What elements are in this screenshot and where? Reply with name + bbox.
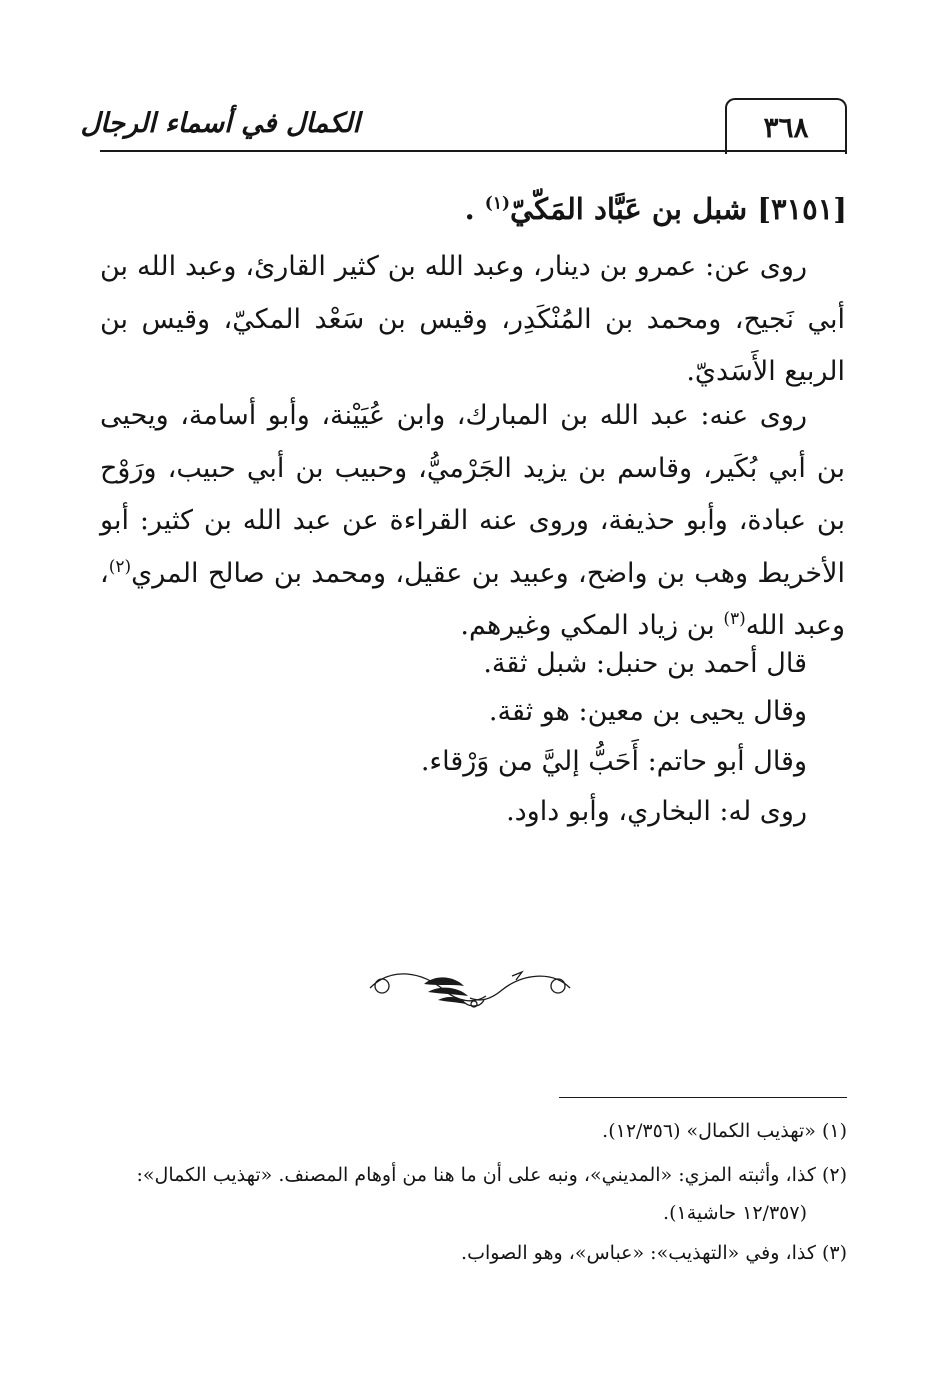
abu-hatim-statement: وقال أبو حاتم: أَحَبُّ إليَّ من وَرْقاء. <box>420 746 807 777</box>
entry-number: [٣١٥١] <box>757 192 847 226</box>
entry-end: . <box>464 192 485 226</box>
footnote-2-text: (٢) كذا، وأثبته المزي: «المديني»، ونبه على أن ما هنا من أوهام المصنف. «تهذيب الكمال»: <box>136 1164 847 1186</box>
narrators-text-2: ، وعبد الله <box>100 557 845 641</box>
footnote-ref-2: (٢) <box>108 556 132 577</box>
footnote-ref-3: (٣) <box>723 609 746 629</box>
footnote-2-continuation: (١٢/٣٥٧ حاشية١). <box>663 1202 807 1224</box>
narrators-paragraph <box>100 390 845 653</box>
footnote-1: (١) «تهذيب الكمال» (١٢/٣٥٦). <box>602 1120 847 1142</box>
footnote-ref-1: (١) <box>484 193 511 214</box>
header-rule <box>100 150 847 152</box>
entry-name: شبل بن عَبَّاد المَكّيّ <box>510 192 758 226</box>
book-title-calligraphy: الكمال في أسماء الرجال <box>80 107 360 139</box>
footnote-rule <box>559 1097 847 1098</box>
narrators-text: روى عنه: عبد الله بن المبارك، وابن عُيَيْنة، وأبو أسامة، ويحيى بن أبي بُكَير، وقاسم بن يزيد الجَرْميُّ، وحبيب بن أبي حبيب، ورَوْح بن عبادة، وأبو حذيفة، وروى عنه القراءة عن عبد الله بن كثير: أبو الأخريط وهب بن واضح، وعبيد بن عقيل، ومحمد بن صالح المري <box>100 400 845 589</box>
entry-title <box>100 180 847 238</box>
narrated-from-paragraph: روى عن: عمرو بن دينار، وعبد الله بن كثير القارئ، وعبد الله بن أبي نَجيح، ومحمد بن المُنْكَدِر، وقيس بن سَعْد المكيّ، وقيس بن الربيع الأَسَديّ. <box>100 251 845 387</box>
narrators-text-3: بن زياد المكي وغيرهم. <box>460 610 724 641</box>
yahya-statement: وقال يحيى بن معين: هو ثقة. <box>488 696 807 727</box>
footnote-2 <box>99 1156 847 1232</box>
floral-ornament-icon <box>362 960 578 1016</box>
ahmad-statement: قال أحمد بن حنبل: شبل ثقة. <box>483 648 807 679</box>
footnote-3: (٣) كذا، وفي «التهذيب»: «عباس»، وهو الصواب. <box>461 1242 847 1264</box>
narrated-by-line: روى له: البخاري، وأبو داود. <box>506 796 807 827</box>
page-number: ٣٦٨ <box>725 98 847 154</box>
